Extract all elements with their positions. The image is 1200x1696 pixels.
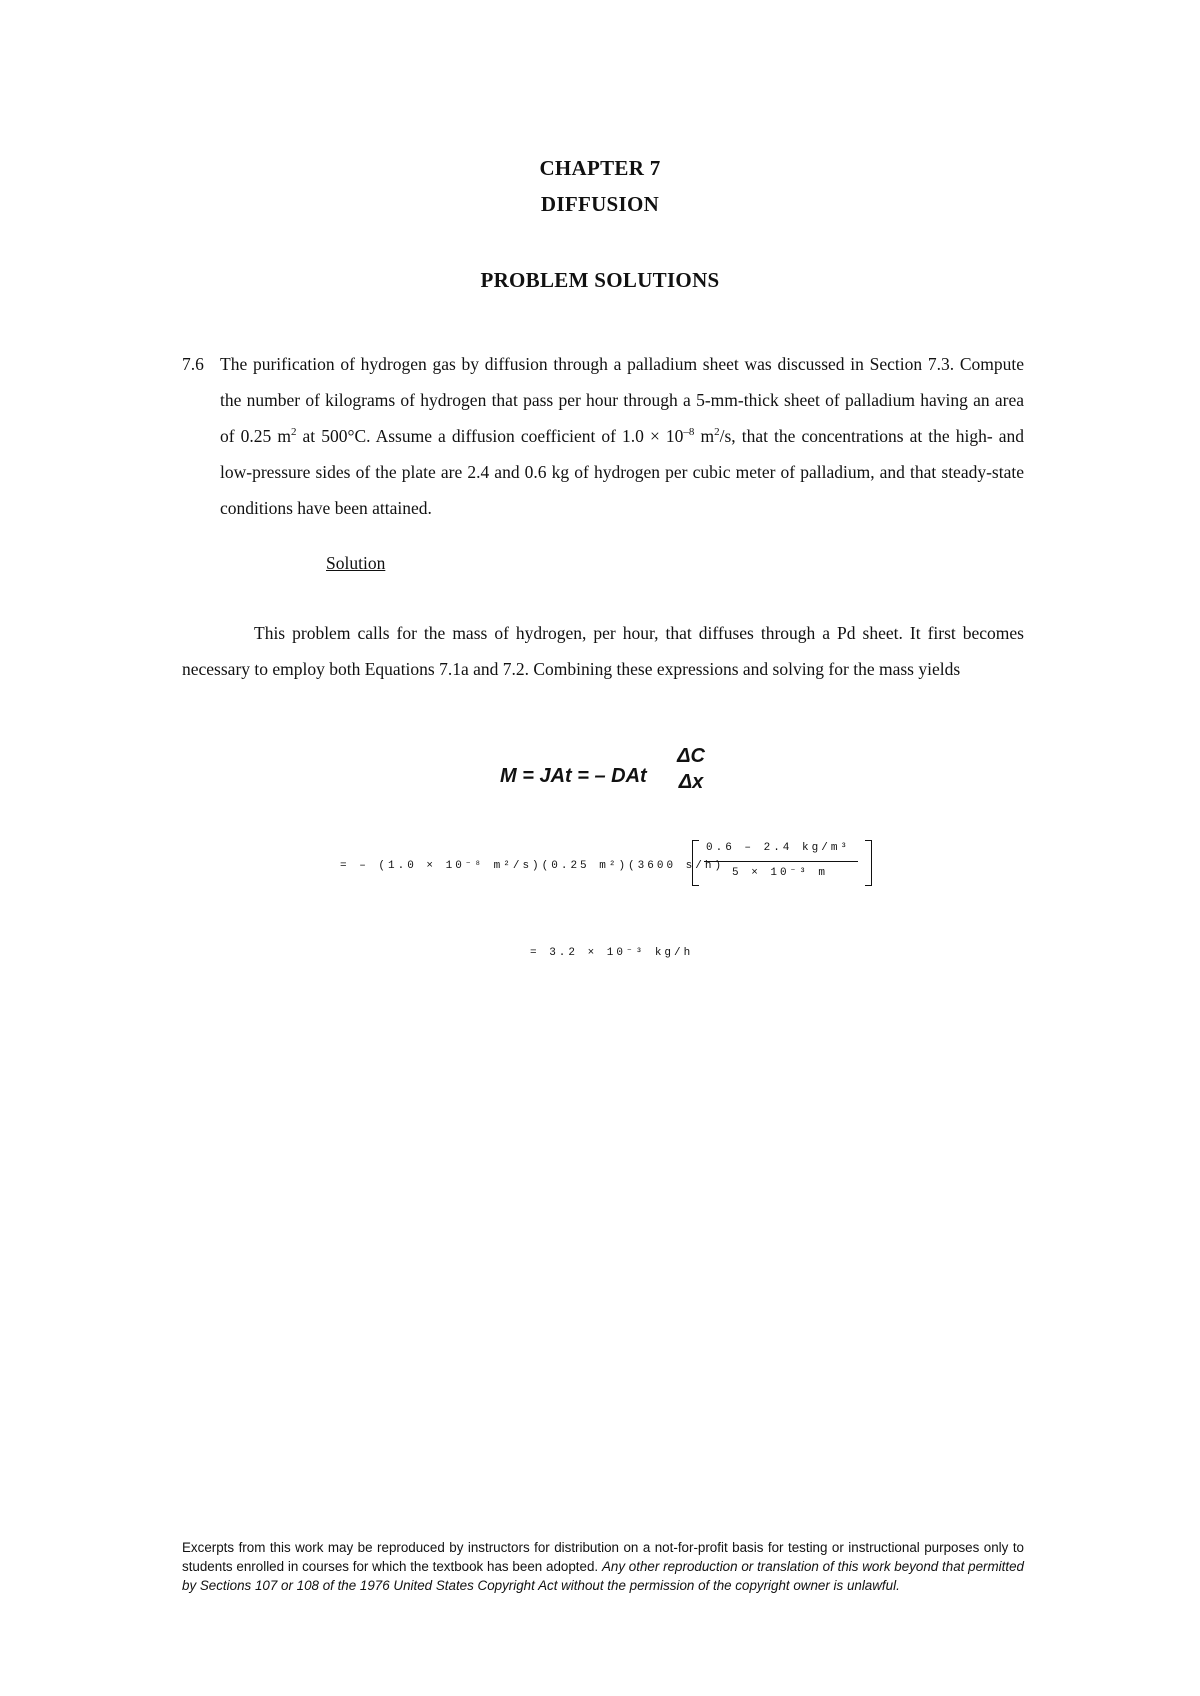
solution-explanation-text: This problem calls for the mass of hydrogen, per hour, that diffuses through a Pd sheet. It first becomes necessary to employ both Equations 7.1a and 7.2. Combining these expressions and solving for the mass yields	[182, 623, 1024, 679]
substitution-fraction-denominator: 5 × 10⁻³ m	[732, 867, 829, 879]
main-fraction-numerator: ΔC	[677, 745, 705, 767]
substitution-fraction-numerator: 0.6 – 2.4 kg/m³	[706, 842, 851, 854]
substitution-bracket	[692, 840, 872, 888]
section-title: PROBLEM SOLUTIONS	[480, 268, 720, 292]
solution-label: Solution	[326, 553, 386, 573]
main-equation-lhs: M = JAt = – DAt	[500, 765, 647, 787]
chapter-subject: DIFFUSION	[540, 192, 660, 216]
problem-text-3: m	[694, 426, 715, 446]
chapter-heading: CHAPTER 7	[539, 156, 661, 180]
problem-text-1: The purification of hydrogen gas by diffusion through a palladium sheet was discussed in Section 7.3. Compute the number of kilograms of hydrogen that pass per hour through a 5-mm-thick sheet of palladium having an area of 0.25 m	[220, 354, 1024, 446]
fraction-bar	[704, 861, 858, 862]
problem-sup-1: 2	[290, 426, 297, 439]
copyright-footer	[182, 1538, 1024, 1595]
problem-text	[220, 346, 1024, 526]
result-equation: = 3.2 × 10⁻³ kg/h	[530, 947, 694, 959]
problem-text-2: at 500°C. Assume a diffusion coefficient of 1.0 × 10	[296, 426, 684, 446]
problem-sup-3: 2	[714, 426, 720, 439]
problem-number: 7.6	[182, 354, 204, 374]
problem-sup-2: –8	[683, 426, 695, 439]
problem-text-4: /s, that the concentrations at the high- and low-pressure sides of the plate are 2.4 and 0.6 kg of hydrogen per cubic meter of palladium, and that steady-state conditions have been attained.	[220, 426, 1024, 518]
main-equation-fraction	[672, 745, 710, 794]
substitution-equation	[340, 840, 900, 890]
main-fraction-denominator: Δx	[678, 771, 704, 793]
substitution-left: = – (1.0 × 10⁻⁸ m²/s)(0.25 m²)(3600 s/h)	[340, 860, 725, 872]
footer-text-italic: Any other reproduction or translation of this work beyond that permitted by Sections 107 or 108 of the 1976 United States Copyright Act without the permission of the copyright owner is unlawful.	[182, 1559, 1024, 1593]
solution-explanation	[182, 615, 1024, 687]
footer-text: Excerpts from this work may be reproduced by instructors for distribution on a not-for-profit basis for testing or instructional purposes only to students enrolled in courses for which the textbook has been adopted.	[182, 1540, 1024, 1574]
